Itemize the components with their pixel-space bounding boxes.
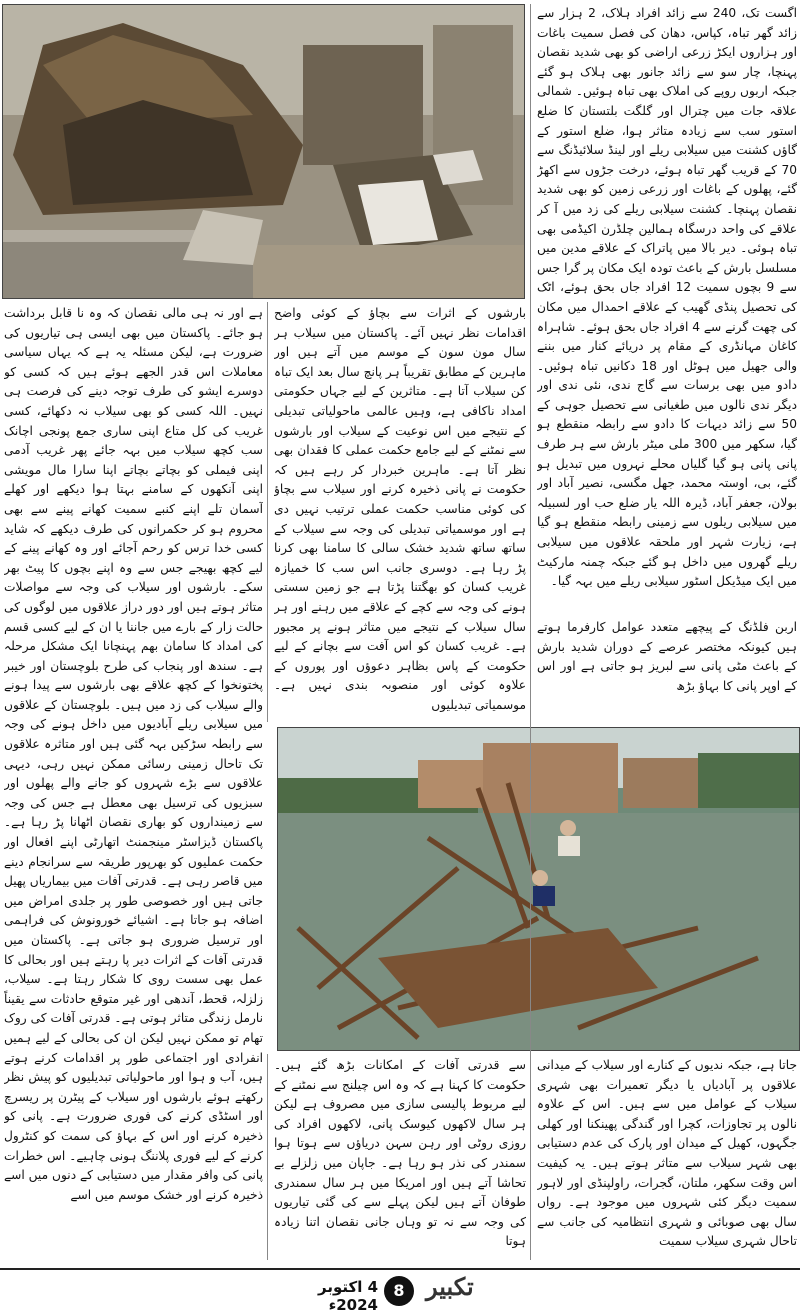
page-footer — [0, 1268, 800, 1314]
magazine-name: تکبیر — [426, 1272, 474, 1301]
article-column-middle-bottom — [274, 1056, 526, 1262]
article-column-right-mid — [537, 618, 797, 718]
issue-date: 4 اکتوبر 2024ء — [317, 1278, 378, 1314]
article-column-right-top — [537, 4, 797, 616]
collapsed-house-photo — [2, 4, 525, 299]
column-divider-right — [530, 4, 531, 1260]
article-column-middle-top — [274, 304, 526, 722]
column-divider-left-bottom — [267, 1054, 268, 1260]
article-paragraph: جاتا ہے، جبکہ ندیوں کے کنارے اور سیلاب کے میدانی علاقوں پر آبادیاں یا دیگر تعمیرات بھی شہری سیلاب کے عوامل میں سے ہیں۔ اس کے علاوہ نالوں پر تجاوزات، کچرا اور گندگی پھینکنا اور کھلی جگہوں، کھیل کے میدان اور پارک کی عدم دستیابی بھی شہر سیلاب سے متاثر ہوتے ہیں۔ یہ کیفیت اس وقت سکھر، ملتان، گجرات، راولپنڈی اور لاہور سمیت دیگر کئی شہروں میں موجود ہے۔ رواں سال بھی صوبائی و شہری انتظامیہ کی جانب سے تاحال شہری سیلاب سمیت — [537, 1058, 797, 1249]
flood-scene-illustration — [278, 728, 799, 1050]
article-paragraph: سے قدرتی آفات کے امکانات بڑھ گئے ہیں۔ حکومت کا کہنا ہے کہ وہ اس چیلنج سے نمٹنے کے لیے مربوط پالیسی سازی میں مصروف ہے لیکن ہر سال لاکھوں کیوسک پانی، لاکھوں افراد کی روزی روٹی اور رہن سہن دریاؤں سے ہوتا ہوا سمندر کی نذر ہو رہا ہے۔ جاپان میں زلزلے بے تحاشا آتے ہیں اور امریکا میں ہر سال سمندری طوفان آتے ہیں لیکن پہلے سے کی گئی تیاریوں کی وجہ سے نہ تو وہاں جانی نقصان اتنا زیادہ ہوتا — [274, 1058, 526, 1249]
column-divider-left — [267, 302, 268, 722]
article-paragraph: بارشوں کے اثرات سے بچاؤ کے کوئی واضح اقدامات نظر نہیں آئے۔ پاکستان میں سیلاب ہر سال مون سون کے موسم میں آتے ہیں اور ماہرین کے مطابق تقریباً ہر پانچ سال بعد ایک تباہ کن سیلاب آتا ہے۔ متاثرین کے لیے جہاں حکومتی امداد ناکافی ہے، وہیں عالمی ماحولیاتی تبدیلی کے نتیجے میں اس نوعیت کے سیلاب اور بارشوں سے نمٹنے کے لیے جامع حکمت عملی کا فقدان بھی نظر آتا ہے۔ ماہرین خبردار کر رہے ہیں کہ حکومت نے پانی ذخیرہ کرنے اور سیلاب سے بچاؤ کی کوئی مناسب حکمت عملی ترتیب نہیں دی ہے اور موسمیاتی تبدیلی کی وجہ سے سیلاب کے ساتھ ساتھ شدید خشک سالی کا سامنا بھی کرنا پڑ رہا ہے۔ دوسری جانب اس سب کا خمیازہ غریب کسان کو بھگتنا پڑتا ہے جو زمین سستی ہونے کی وجہ سے کچے کے علاقے میں رہنے اور ہر سال سیلاب کے نتیجے میں متاثر ہونے پر مجبور ہے۔ غریب کسان کو اس آفت سے بچانے کے لیے حکومت کے پاس بظاہر دعوؤں اور پوروں کے علاوہ کوئی اور منصوبہ بندی نہیں ہے۔ موسمیاتی تبدیلیوں — [274, 306, 526, 712]
page-number: 8 — [384, 1276, 414, 1306]
article-column-left — [4, 304, 263, 1262]
flood-scene-photo — [277, 727, 800, 1051]
article-paragraph: اگست تک، 240 سے زائد افراد ہلاک، 2 ہزار سے زائد گھر تباہ، کپاس، دھان کی فصل سمیت باغات اور ہزاروں ایکڑ زرعی اراضی کو بھی شدید نقصان پہنچا، چار سو سے زائد جانور بھی ہلاک ہو گئے جبکہ اربوں روپے کی املاک بھی تباہ ہوئیں۔ شمالی علاقہ جات میں چترال اور گلگت بلتستان کا ضلع استور سب سے زیادہ متاثر ہوا، ضلع استور کے گاؤں کشنت میں سیلابی ریلے اور لینڈ سلائیڈنگ سے 70 کے قریب گھر تباہ ہوئے، درخت جڑوں سے اکھڑ گئے، پھلوں کے باغات اور زرعی زمین کو بھی شدید نقصان پہنچا۔ کشنت سیلابی ریلے کی زد میں آ کر علاقے کی واحد درسگاہ ہمالین چلڈرن اکیڈمی بھی تباہ ہوئی۔ دیر بالا میں پاتراک کے علاقے مدین میں مسلسل بارش کے باعث تودہ ایک مکان پر گرا جس سے 9 بچوں سمیت 12 افراد جاں بحق ہوئے، اٹک کی تحصیل پنڈی گھیب کے علاقے احمدال میں مکان کی چھت گرنے سے 4 افراد جاں بحق ہوئے۔ شاہراہ کاغان مہانڈری کے مقام پر دریائے کنار میں بننے والی جھیل میں ہوٹل اور 18 دکانیں تباہ ہوئیں۔ دادو میں بھی برسات سے گاج ندی، نئی ندی اور دیگر ندی نالوں میں طغیانی سے تحصیل جوہی کے 50 سے زائد دیہات کا دادو سے رابطہ منقطع ہو گیا، سکھر میں 300 ملی میٹر بارش سے ہر طرف پانی پانی ہو گیا گلیاں محلے نہروں میں تبدیل ہو گئے، بی، اوستہ محمد، جھل مگسی، نصیر آباد اور بولان، جعفر آباد، ڈیرہ اللہ یار ضلع حب اور لسبیلہ میں سیلابی ریلوں سے زمینی رابطہ منقطع ہو گیا ہے، زیارت شہر اور ملحقہ علاقوں میں سیلابی ریلے گھروں میں داخل ہو گئے جبکہ چمنہ مارکیٹ میں ایک میڈیکل اسٹور سیلابی ریلے میں بہہ گیا۔ — [537, 6, 797, 589]
collapsed-house-illustration — [3, 5, 524, 298]
article-paragraph: اربن فلڈنگ کے پیچھے متعدد عوامل کارفرما ہوتے ہیں کیونکہ مختصر عرصے کے دوران شدید بارش کے باعث مٹی پانی سے لبریز ہو جاتی ہے اور اس کے اوپر پانی کا بہاؤ بڑھ — [537, 620, 797, 693]
article-column-right-bottom — [537, 1056, 797, 1262]
article-paragraph: ہے اور نہ ہی مالی نقصان کہ وہ نا قابل برداشت ہو جائے۔ پاکستان میں بھی ایسی ہی تیاریوں کی ضرورت ہے، لیکن مسئلہ یہ ہے کہ یہاں سیاسی معاملات اس قدر الجھے ہوئے ہیں کہ کسی کو دوسرے ایشو کی طرف توجہ دینے کی فرصت ہی نہیں۔ اللہ کسی کو بھی سیلاب نہ دکھائے، کسی غریب کی کل متاع اپنی ساری جمع پونجی اچانک سب کچھ سیلاب میں بہہ جائے پھر غریب آدمی اپنی فیملی کو بچاتے بچاتے اپنا سارا مال مویشی اپنی آنکھوں کے سامنے بہتا ہوا دیکھے اور کھلے آسمان تلے اپنے کنبے سمیت کھانے پینے سے بھی محروم ہو کر حکمرانوں کی طرف دیکھے کہ شاید کسی خدا ترس کو رحم آجائے اور وہ کھانے پینے کے لیے کچھ بھیجے جس سے وہ اپنے بچوں کا پیٹ بھر سکے۔ بارشوں اور سیلاب کی وجہ سے مواصلات متاثر ہوتے ہیں اور دور دراز علاقوں میں لوگوں کی حالت زار کے بارے میں جاننا یا ان کے لیے کسی قسم کی امداد کا سامان بھم پہنچانا ایک مشکل مرحلہ ہے۔ سندھ اور پنجاب کی طرح بلوچستان اور خیبر پختونخوا کے کچھ علاقے بھی بارشوں سے پیدا ہونے والے سیلاب کی زد میں ہیں۔ بلوچستان کے علاقوں میں سیلابی ریلے آبادیوں میں داخل ہونے کی وجہ سے رابطہ سڑکیں بہہ گئی ہیں اور متاثرہ علاقوں تک تاحال زمینی رسائی ممکن نہیں رہی، دیہی علاقوں سے بڑے شہروں کو جانے والے پھلوں اور سبزیوں کی ترسیل بھی معطل ہے جس کی وجہ سے زمینداروں کو بھاری نقصان اٹھانا پڑ رہا ہے۔ پاکستان ڈیزاسٹر مینجمنٹ اتھارٹی اپنے افعال اور حکمت عملیوں کو بھرپور طریقہ سے سرانجام دینے میں قاصر رہی ہے۔ قدرتی آفات میں بیماریاں پھیل جاتی ہیں اور خصوصی طور پر جلدی امراض میں اضافہ ہو جاتا ہے۔ اشیائے خورونوش کی فراہمی اور ترسیل ضروری ہو جاتی ہے۔ پاکستان میں قدرتی آفات کے اثرات دیر پا رہتے ہیں اور بحالی کا عمل بھی سست روی کا شکار رہتا ہے۔ سیلاب، زلزلہ، قحط، آندھی اور غیر متوقع حادثات سے یقیناً نارمل زندگی متاثر ہوتی ہے۔ قدرتی آفات کی روک تھام تو ممکن نہیں لیکن ان کی بحالی کے لیے ہمیں انفرادی اور اجتماعی طور پر اقدامات کرنے ہوتے ہیں، آب و ہوا اور ماحولیاتی تبدیلیوں کو پیش نظر رکھتے ہوئے بارشوں اور سیلاب کے پیٹرن پر ریسرچ اور اسٹڈی کرنے کی فوری ضرورت ہے۔ پانی کو ذخیرہ کرنے اور اس کے بہاؤ کی سمت کو کنٹرول کرنے کے لیے فوری پلاننگ ہونی چاہیے۔ اس خطرات پانی کی وافر مقدار میں دستیابی کے دنوں میں اسے ذخیرہ کرنے اور خشک موسم میں اسے — [4, 306, 263, 1202]
